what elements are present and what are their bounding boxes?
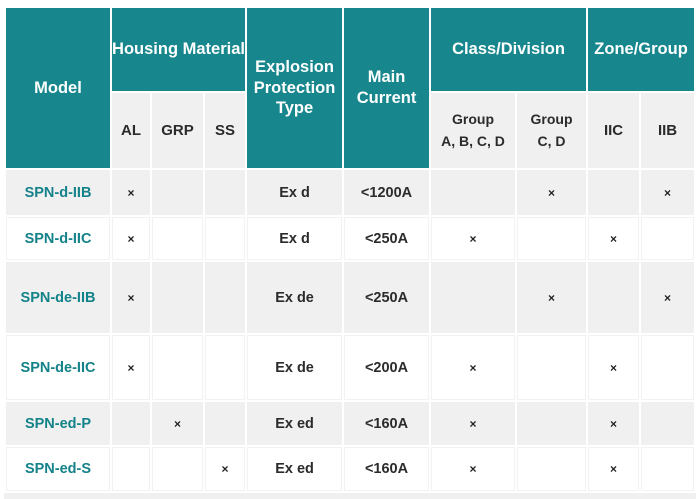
group-abcd-mark-cell: × (431, 447, 515, 491)
al-mark-cell: × (112, 262, 150, 333)
iic-mark-cell: × (588, 447, 639, 491)
al-mark-cell (112, 447, 150, 491)
group-cd-mark-cell (517, 447, 586, 491)
table-row (6, 447, 694, 491)
subheader-group-cd (517, 93, 586, 168)
group-cd-mark-cell: × (517, 170, 586, 215)
protection-type-cell: Ex ed (247, 447, 342, 491)
header-class-division: Class/Division (431, 8, 586, 91)
table-row (6, 335, 694, 400)
group-abcd-mark-cell: × (431, 402, 515, 445)
ss-mark-cell (205, 170, 245, 215)
iib-mark-cell: × (641, 170, 694, 215)
spec-table (4, 6, 696, 493)
al-mark-cell: × (112, 335, 150, 400)
group-abcd-mark-cell: × (431, 217, 515, 260)
header-zone-group: Zone/Group (588, 8, 694, 91)
main-current-cell: <250A (344, 217, 429, 260)
ss-mark-cell (205, 217, 245, 260)
subheader-group-abcd-line1: Group (452, 110, 495, 127)
ss-mark-cell (205, 402, 245, 445)
group-cd-mark-cell: × (517, 262, 586, 333)
header-explosion-protection-type: Explosion Protection Type (247, 8, 342, 168)
al-mark-cell: × (112, 217, 150, 260)
grp-mark-cell (152, 170, 203, 215)
subheader-group-abcd (431, 93, 515, 168)
grp-mark-cell (152, 217, 203, 260)
header-row-main (6, 8, 694, 91)
subheader-group-abcd-line2: A, B, C, D (441, 132, 505, 149)
iib-mark-cell (641, 402, 694, 445)
table-row (6, 262, 694, 333)
partial-row-strip (4, 493, 696, 499)
ss-mark-cell (205, 262, 245, 333)
table-row (6, 402, 694, 445)
protection-type-cell: Ex d (247, 217, 342, 260)
iic-mark-cell: × (588, 402, 639, 445)
model-cell: SPN-de-IIB (6, 262, 110, 333)
iic-mark-cell: × (588, 217, 639, 260)
grp-mark-cell: × (152, 402, 203, 445)
iic-mark-cell: × (588, 335, 639, 400)
subheader-al: AL (112, 93, 150, 168)
main-current-cell: <200A (344, 335, 429, 400)
main-current-cell: <1200A (344, 170, 429, 215)
subheader-grp: GRP (152, 93, 203, 168)
table-row (6, 217, 694, 260)
group-cd-mark-cell (517, 402, 586, 445)
subheader-group-cd-line2: C, D (537, 132, 566, 149)
grp-mark-cell (152, 447, 203, 491)
subheader-ss: SS (205, 93, 245, 168)
al-mark-cell (112, 402, 150, 445)
grp-mark-cell (152, 262, 203, 333)
protection-type-cell: Ex d (247, 170, 342, 215)
group-abcd-mark-cell (431, 262, 515, 333)
iib-mark-cell (641, 447, 694, 491)
iib-mark-cell (641, 335, 694, 400)
iic-mark-cell (588, 262, 639, 333)
main-current-cell: <160A (344, 402, 429, 445)
model-cell: SPN-de-IIC (6, 335, 110, 400)
model-cell: SPN-d-IIB (6, 170, 110, 215)
protection-type-cell: Ex ed (247, 402, 342, 445)
model-cell: SPN-ed-P (6, 402, 110, 445)
subheader-group-cd-line1: Group (530, 110, 573, 127)
model-cell: SPN-ed-S (6, 447, 110, 491)
ss-mark-cell: × (205, 447, 245, 491)
group-abcd-mark-cell (431, 170, 515, 215)
group-abcd-mark-cell: × (431, 335, 515, 400)
main-current-cell: <160A (344, 447, 429, 491)
model-cell: SPN-d-IIC (6, 217, 110, 260)
iib-mark-cell: × (641, 262, 694, 333)
subheader-iib: IIB (641, 93, 694, 168)
al-mark-cell: × (112, 170, 150, 215)
protection-type-cell: Ex de (247, 335, 342, 400)
iic-mark-cell (588, 170, 639, 215)
group-cd-mark-cell (517, 217, 586, 260)
group-cd-mark-cell (517, 335, 586, 400)
table-row (6, 170, 694, 215)
header-housing-material: Housing Material (112, 8, 245, 91)
grp-mark-cell (152, 335, 203, 400)
header-main-current: Main Current (344, 8, 429, 168)
protection-type-cell: Ex de (247, 262, 342, 333)
ss-mark-cell (205, 335, 245, 400)
subheader-iic: IIC (588, 93, 639, 168)
main-current-cell: <250A (344, 262, 429, 333)
iib-mark-cell (641, 217, 694, 260)
header-model: Model (6, 8, 110, 168)
